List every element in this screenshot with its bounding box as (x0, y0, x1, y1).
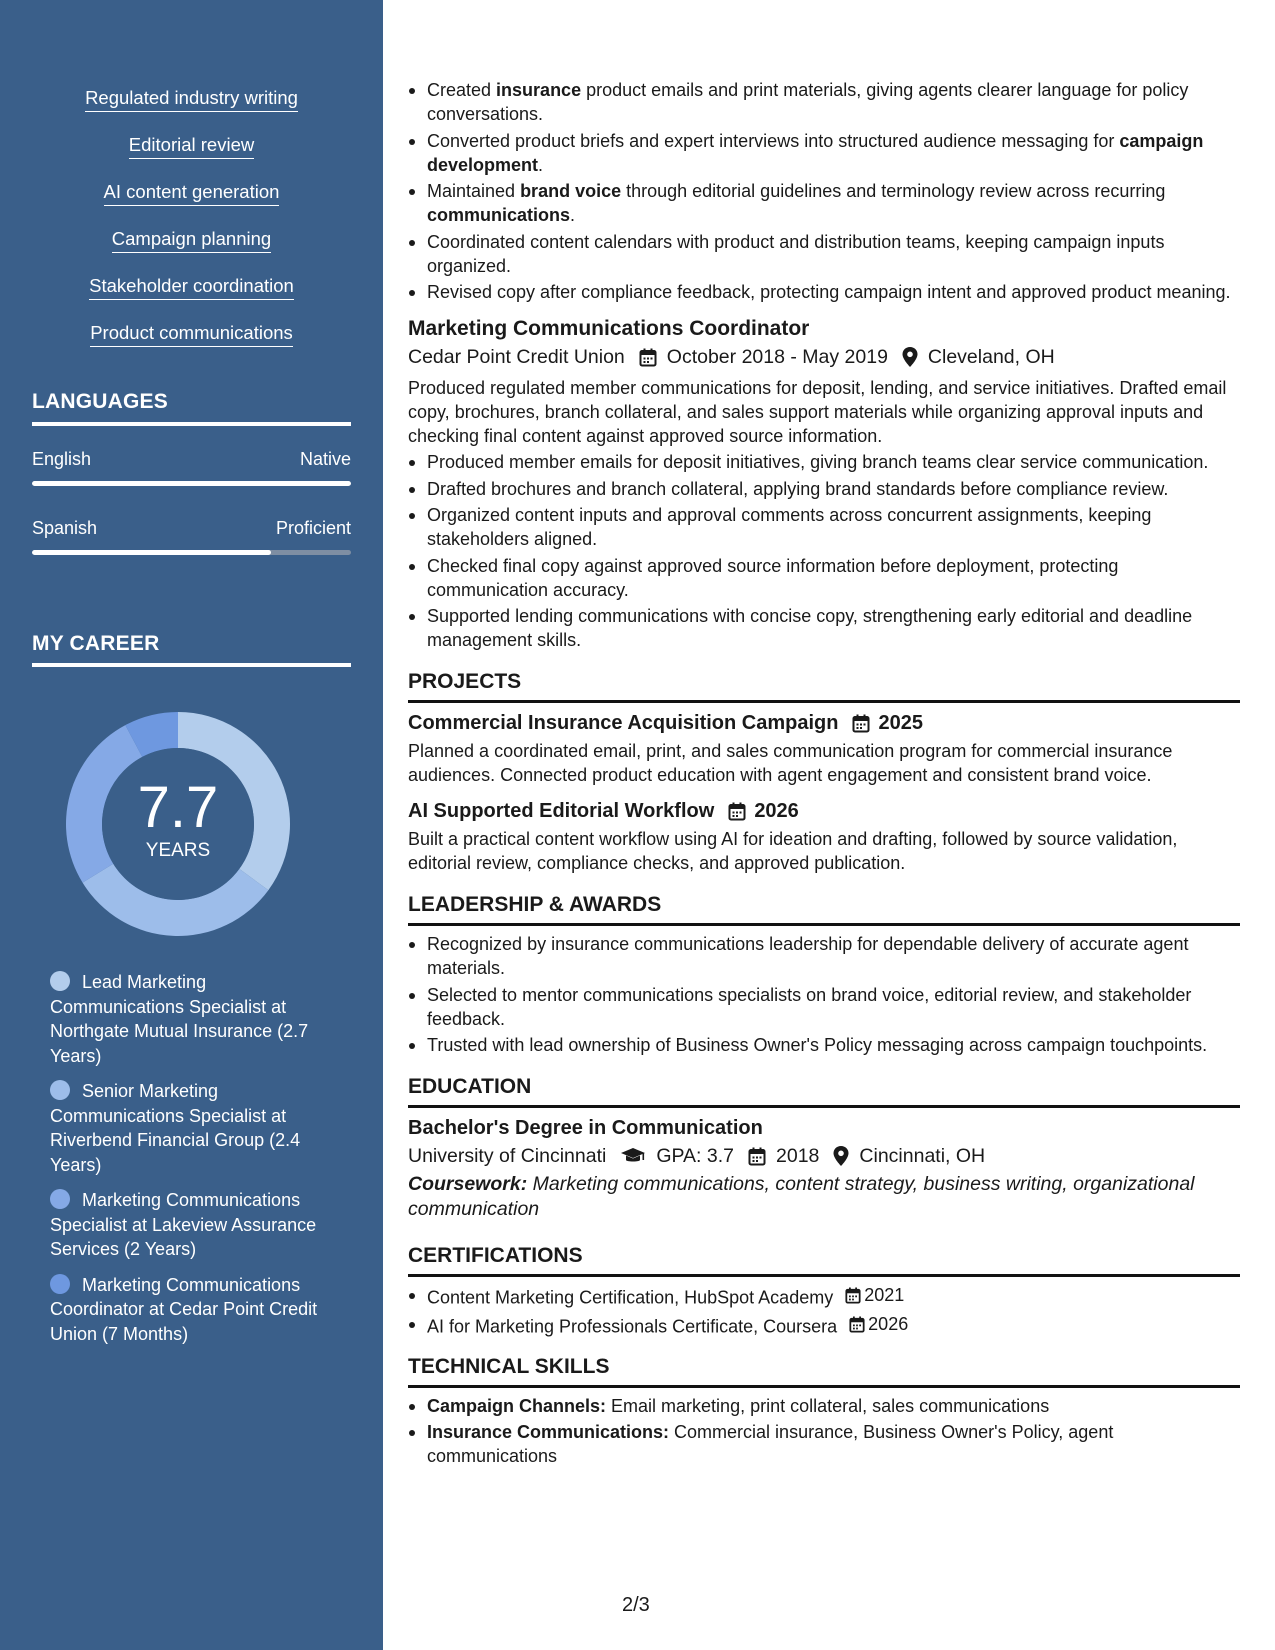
bullet-item: Recognized by insurance communications leadership for dependable delivery of accurate agent materials. (408, 932, 1240, 980)
skill-item: Editorial review (0, 133, 383, 159)
calendar-icon (845, 1287, 864, 1304)
job-company: Cedar Point Credit Union (408, 346, 625, 368)
school-name: University of Cincinnati (408, 1145, 607, 1167)
legend-dot (50, 1274, 70, 1294)
calendar-icon (639, 348, 657, 367)
career-donut-chart (64, 710, 292, 938)
bullet-item: Supported lending communications with concise copy, strengthening early editorial and deadline management skills. (408, 604, 1240, 652)
language-bar-fill (32, 481, 351, 486)
job-dates: October 2018 - May 2019 (666, 346, 888, 368)
job-bullets (408, 450, 1240, 652)
language-bar (32, 481, 351, 486)
projects-heading: PROJECTS (408, 668, 1240, 703)
project-description: Planned a coordinated email, print, and sales communication program for commercial insurance audiences. Connected product education with agent engagement and consistent brand voice. (408, 741, 1173, 785)
bullet-item: Created insurance product emails and print materials, giving agents clearer language for policy conversations. (408, 78, 1240, 126)
calendar-icon (849, 1316, 868, 1333)
certification-item (408, 1283, 1240, 1310)
legend-dot (50, 1080, 70, 1100)
career-legend-item: Marketing Communications Specialist at Lakeview Assurance Services (2 Years) (50, 1190, 317, 1259)
degree-title: Bachelor's Degree in Communication (408, 1117, 763, 1139)
career-unit: YEARS (145, 840, 211, 861)
technical-skills-heading: TECHNICAL SKILLS (408, 1353, 1240, 1388)
job-title: Marketing Communications Coordinator (408, 317, 810, 340)
language-row (32, 518, 351, 539)
bullet-item: Produced member emails for deposit initiatives, giving branch teams clear service communication. (408, 450, 1240, 474)
project-title: Commercial Insurance Acquisition Campaign (408, 712, 839, 734)
languages-heading: LANGUAGES (32, 390, 168, 413)
calendar-icon (728, 802, 746, 821)
career-legend (50, 970, 340, 1357)
legend-dot (50, 1189, 70, 1209)
certification-item (408, 1312, 1240, 1339)
certifications-list (408, 1283, 1240, 1339)
technical-skill-item (408, 1394, 1240, 1418)
technical-skill-label: Campaign Channels: (427, 1395, 607, 1416)
career-total: 7.7 (137, 775, 219, 840)
calendar-icon (852, 714, 870, 733)
project-title: AI Supported Editorial Workflow (408, 800, 715, 822)
technical-skill-value: Commercial insurance, Business Owner's Policy, agent communications (427, 1422, 1114, 1466)
coursework-label: Coursework: (408, 1173, 528, 1195)
donut-center (64, 710, 292, 938)
technical-skill-value: Email marketing, print collateral, sales communications (606, 1395, 1050, 1416)
project-title-row (408, 797, 1240, 825)
bullet-item: Selected to mentor communications specialists on brand voice, editorial review, and stakeholder feedback. (408, 983, 1240, 1031)
main-content (408, 78, 1240, 1471)
skill-item: Stakeholder coordination (0, 274, 383, 300)
education-meta (408, 1142, 1240, 1170)
languages-rule (32, 422, 351, 426)
job-meta (408, 343, 1240, 371)
career-legend-item: Senior Marketing Communications Specialist at Riverbend Financial Group (2.4 Years) (50, 1081, 301, 1175)
graduation-year: 2018 (776, 1145, 820, 1167)
bullet-item: Coordinated content calendars with product and distribution teams, keeping campaign inputs organized. (408, 230, 1240, 278)
bullet-item: Converted product briefs and expert interviews into structured audience messaging for campaign development. (408, 129, 1240, 177)
language-level: Proficient (275, 518, 351, 538)
language-name: Spanish (32, 518, 98, 538)
location-pin-icon (833, 1146, 849, 1166)
project-title-row (408, 709, 1240, 737)
technical-skill-label: Insurance Communications: (427, 1422, 670, 1442)
job-summary: Produced regulated member communications for deposit, lending, and service initiatives. Drafted email copy, brochures, branch collateral, and sales support materials while organizing approval inputs and checking final content against approved source information. (408, 378, 1227, 446)
career-legend-item: Lead Marketing Communications Specialist at Northgate Mutual Insurance (2.7 Years) (50, 972, 309, 1066)
job-location: Cleveland, OH (927, 346, 1055, 368)
page-number: 2/3 (622, 1594, 650, 1616)
certification-date: 2021 (845, 1283, 904, 1307)
bullet-item: Maintained brand voice through editorial guidelines and terminology review across recurring communications. (408, 179, 1240, 227)
sidebar (0, 0, 383, 1650)
skills-list (0, 86, 383, 368)
leadership-heading: LEADERSHIP & AWARDS (408, 891, 1240, 926)
bullet-item: Checked final copy against approved source information before deployment, protecting communication accuracy. (408, 554, 1240, 602)
education-heading: EDUCATION (408, 1073, 1240, 1108)
technical-skill-item (408, 1420, 1240, 1468)
language-row (32, 449, 351, 470)
skill-item: AI content generation (0, 180, 383, 206)
legend-dot (50, 971, 70, 991)
calendar-icon (748, 1147, 766, 1166)
language-bar (32, 550, 351, 555)
leadership-list (408, 932, 1240, 1057)
graduation-cap-icon (620, 1147, 646, 1165)
certification-name: Content Marketing Certification, HubSpot Academy (427, 1287, 834, 1308)
bullet-item: Revised copy after compliance feedback, protecting campaign intent and approved product meaning. (408, 280, 1240, 304)
gpa: GPA: 3.7 (656, 1145, 735, 1167)
career-legend-item: Marketing Communications Coordinator at Cedar Point Credit Union (7 Months) (50, 1274, 318, 1344)
school-location: Cincinnati, OH (859, 1145, 986, 1167)
bullet-item: Trusted with lead ownership of Business Owner's Policy messaging across campaign touchpoints. (408, 1033, 1240, 1057)
skill-item: Regulated industry writing (0, 86, 383, 112)
language-level: Native (299, 449, 351, 469)
project-year: 2025 (878, 712, 923, 734)
project-year: 2026 (754, 800, 799, 822)
bullet-item: Drafted brochures and branch collateral, applying brand standards before compliance review. (408, 477, 1240, 501)
coursework-text: Marketing communications, content strategy, business writing, organizational communication (408, 1173, 1195, 1220)
certification-name: AI for Marketing Professionals Certificate, Coursera (427, 1316, 838, 1337)
bullet-item: Organized content inputs and approval comments across concurrent assignments, keeping stakeholders aligned. (408, 503, 1240, 551)
technical-skills-list (408, 1394, 1240, 1469)
certification-date: 2026 (849, 1312, 908, 1336)
career-heading: MY CAREER (32, 632, 160, 655)
skill-item: Product communications (0, 321, 383, 347)
experience-bullets-continued (408, 78, 1240, 304)
language-name: English (32, 449, 92, 469)
project-description: Built a practical content workflow using AI for ideation and drafting, followed by source validation, editorial review, compliance checks, and approved publication. (408, 829, 1178, 873)
career-rule (32, 663, 351, 667)
certifications-heading: CERTIFICATIONS (408, 1242, 1240, 1277)
coursework (408, 1172, 1240, 1222)
location-pin-icon (902, 347, 918, 367)
language-bar-fill (32, 550, 271, 555)
skill-item: Campaign planning (0, 227, 383, 253)
